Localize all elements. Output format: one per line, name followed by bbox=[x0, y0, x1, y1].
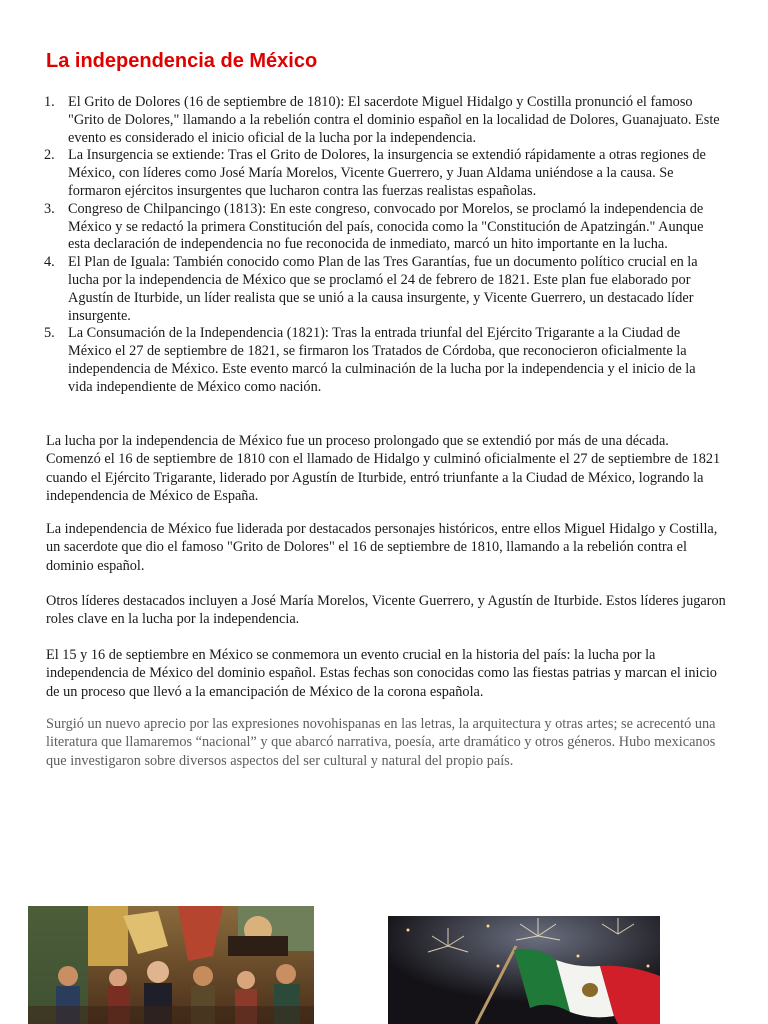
list-item bbox=[44, 200, 723, 254]
list-item bbox=[44, 325, 723, 396]
page-title: La independencia de México bbox=[46, 50, 318, 72]
list-item bbox=[44, 147, 723, 200]
list-number: 1. bbox=[44, 94, 55, 110]
list-item bbox=[44, 94, 723, 147]
body-paragraph: La lucha por la independencia de México fue un proceso prolongado que se extendió por más de una década. Comenzó el 16 de septiembre de 1810 con el llamado de Hidalgo y culminó oficialmente el 27 de septiembre de 1821 cuando el Ejército Trigarante, liderado por Agustín de Iturbide, entró triunfante a la Ciudad de México, logrando la independencia de México de España. bbox=[46, 433, 721, 505]
body-paragraph: La independencia de México fue liderada por destacados personajes históricos, entre ellos Miguel Hidalgo y Costilla, un sacerdote que dio el famoso "Grito de Dolores" el 16 de septiembre de 1810, llamando a la rebelión contra el dominio español. bbox=[46, 521, 718, 574]
list-item-text: La Consumación de la Independencia (1821): Tras la entrada triunfal del Ejército Trigarante a la Ciudad de México el 27 de septiembre de 1821, se firmaron los Tratados de Córdoba, que reconocieron oficialmente la independencia de México. Este evento marcó la culminación de la lucha por la independencia y el inicio de la vida independiente de México como nación. bbox=[68, 325, 696, 395]
historical-mural-image bbox=[28, 906, 314, 1024]
list-number: 5. bbox=[44, 325, 55, 342]
body-paragraph: El 15 y 16 de septiembre en México se conmemora un evento crucial en la historia del país: la lucha por la independencia de México del dominio español. Estas fechas son conocidas como las fiestas patrias y marcan el inicio de un proceso que llevó a la emancipación de México de la corona española. bbox=[46, 647, 717, 700]
body-paragraph: Otros líderes destacados incluyen a José María Morelos, Vicente Guerrero, y Agustín de Iturbide. Estos líderes jugaron roles clave en la lucha por la independencia. bbox=[46, 593, 726, 628]
list-item-text: El Plan de Iguala: También conocido como Plan de las Tres Garantías, fue un documento político crucial en la lucha por la independencia de México que se proclamó el 24 de febrero de 1821. Este plan fue elaborado por Agustín de Iturbide, un líder realista que se unió a la causa insurgente, y Vicente Guerrero, un destacado líder insurgente. bbox=[68, 254, 698, 324]
events-list bbox=[44, 94, 723, 397]
list-number: 2. bbox=[44, 147, 55, 164]
mexican-flag-fireworks-image bbox=[388, 916, 660, 1024]
body-paragraph-muted: Surgió un nuevo aprecio por las expresiones novohispanas en las letras, la arquitectura y otras artes; se acrecentó una literatura que llamaremos “nacional” y que abarcó narrativa, poesía, arte dramático y otros géneros. Hubo mexicanos que investigaron sobre diversos aspectos del ser cultural y natural del propio país. bbox=[46, 716, 716, 769]
list-item bbox=[44, 254, 723, 325]
list-number: 3. bbox=[44, 200, 55, 217]
list-number: 4. bbox=[44, 254, 55, 271]
list-item-text: El Grito de Dolores (16 de septiembre de 1810): El sacerdote Miguel Hidalgo y Costilla pronunció el famoso "Grito de Dolores," llamando a la rebelión contra el dominio español en la localidad de Dolores, Guanajuato. Este evento es considerado el inicio oficial de la lucha por la independencia. bbox=[68, 94, 720, 146]
list-item-text: La Insurgencia se extiende: Tras el Grito de Dolores, la insurgencia se extendió rápidamente a otras regiones de México, con líderes como José María Morelos, Vicente Guerrero, y Juan Aldama uniéndose a la causa. Se formaron ejércitos insurgentes que lucharon contra las fuerzas realistas españolas. bbox=[68, 147, 706, 199]
list-item-text: Congreso de Chilpancingo (1813): En este congreso, convocado por Morelos, se proclamó la independencia de México y se redactó la primera Constitución del país, conocida como la "Constitución de Apatzingán." Aunque esta declaración de independencia no fue reconocida de inmediato, marcó un hito importante en la lucha. bbox=[68, 200, 704, 253]
